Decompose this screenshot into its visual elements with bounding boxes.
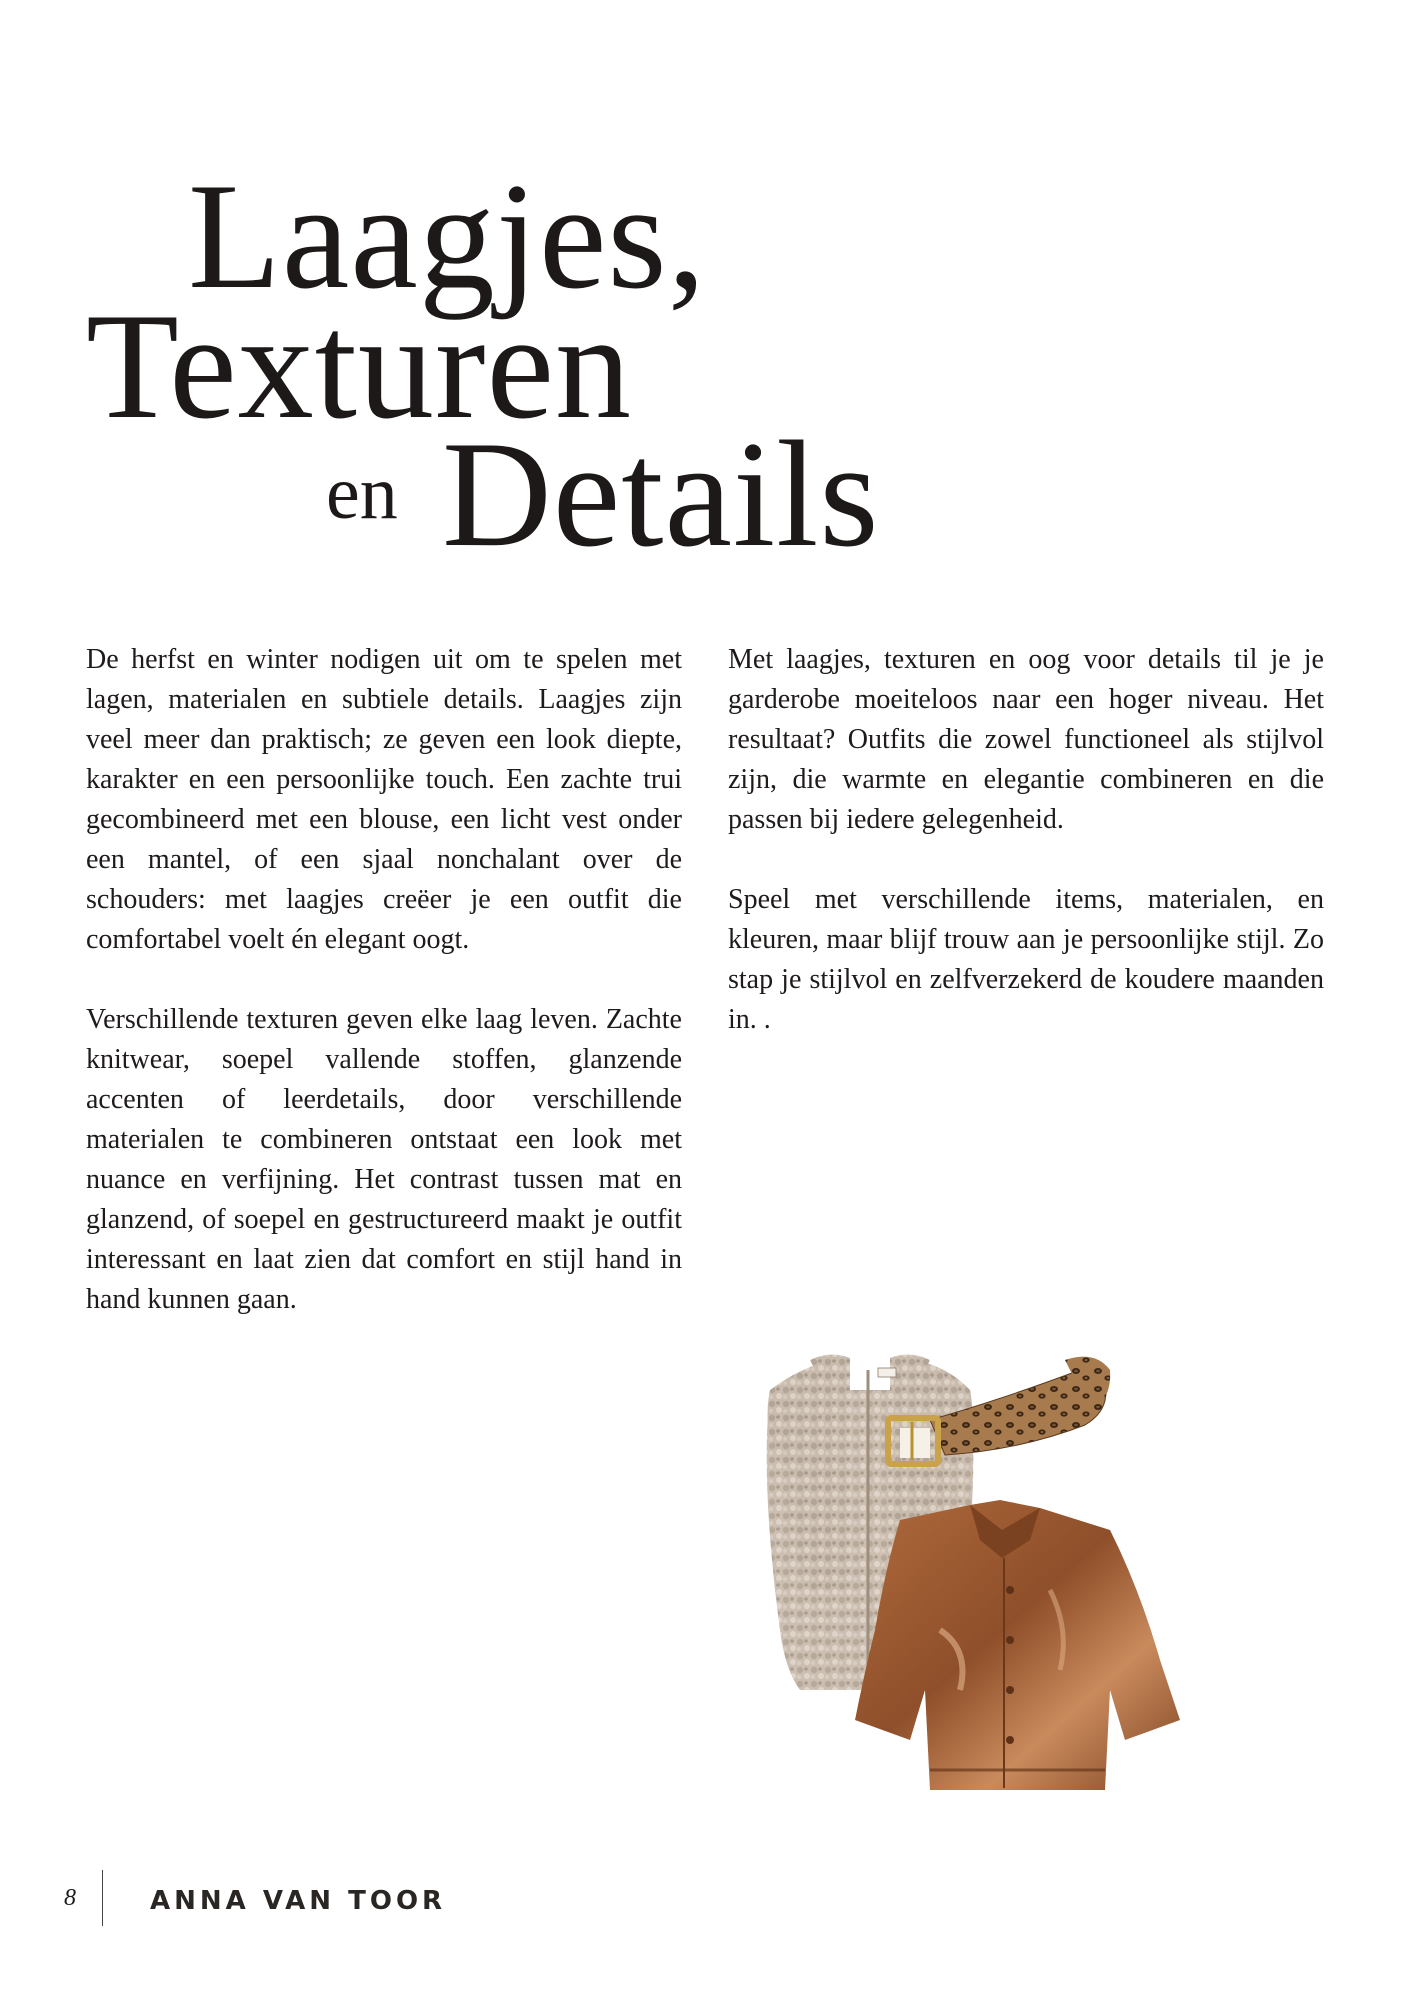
body-paragraph: Met laagjes, texturen en oog voor details til je je garderobe moeiteloos naar een hoger niveau. Het resultaat? Outfits die zowel functioneel als stijlvol zijn, die warmte en elegantie combineren en die passen bij iedere gelegenheid. — [728, 644, 1324, 835]
body-column-right — [728, 640, 1324, 1080]
page-number: 8 — [64, 1885, 76, 1911]
footer-divider — [102, 1870, 103, 1926]
body-paragraph: Verschillende texturen geven elke laag leven. Zachte knitwear, soepel vallende stoffen, glanzende accenten of leerdetails, door verschillende materialen te combineren ontstaat een look met nuance en verfijning. Het contrast tussen mat en glanzend, of soepel en gestructureerd maakt je outfit interessant en laat zien dat comfort en stijl hand in hand kunnen gaan. — [86, 1004, 682, 1315]
body-paragraph: De herfst en winter nodigen uit om te spelen met lagen, materialen en subtiele details. Laagjes zijn veel meer dan praktisch; ze geven een look diepte, karakter en een persoonlijke touch. Een zachte trui gecombineerd met een blouse, een licht vest onder een mantel, of een sjaal nonchalant over de schouders: met laagjes creëer je een outfit die comfortabel voelt én elegant oogt. — [86, 644, 682, 955]
leather-jacket-image — [855, 1500, 1180, 1790]
body-column-left — [86, 640, 682, 1360]
product-collage — [740, 1330, 1320, 1870]
title-line-laagjes: Laagjes, — [188, 152, 707, 320]
title-line-details: Details — [442, 410, 880, 578]
title-line-texturen: Texturen — [86, 282, 633, 450]
title-word-en: en — [326, 451, 398, 535]
brand-logo: ANNA VAN TOOR — [150, 1886, 447, 1916]
page-title — [0, 0, 1414, 600]
body-paragraph: Speel met verschillende items, materialen, en kleuren, maar blijf trouw aan je persoonlijke stijl. Zo stap je stijlvol en zelfverzekerd de koudere maanden in. . — [728, 884, 1324, 1035]
